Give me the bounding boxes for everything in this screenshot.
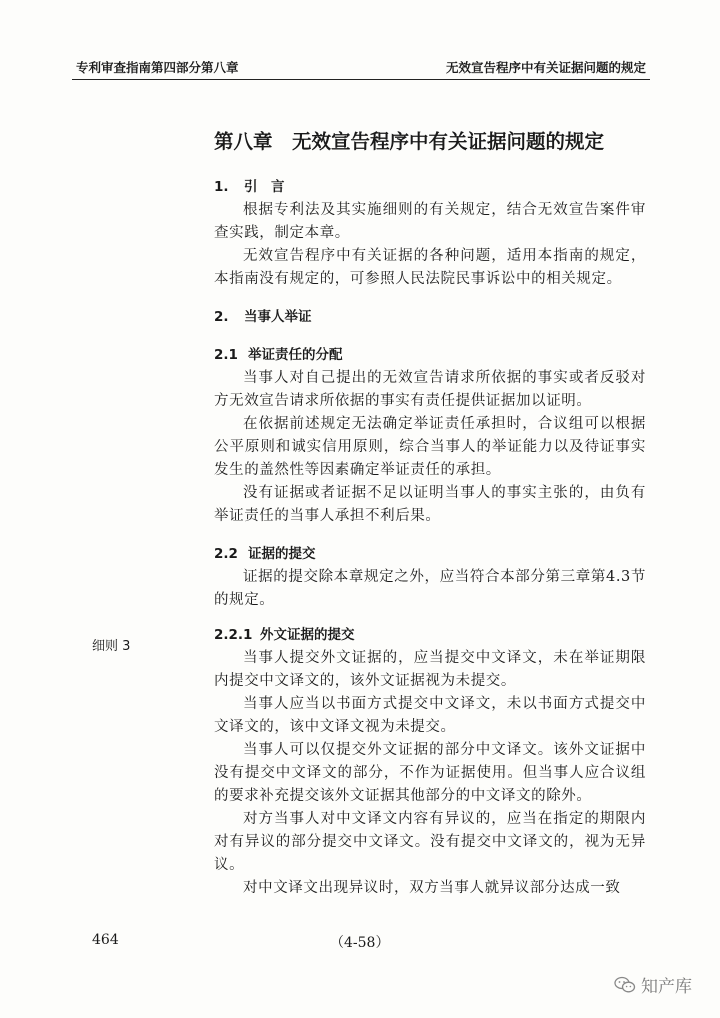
paragraph: 没有证据或者证据不足以证明当事人的事实主张的，由负有举证责任的当事人承担不利后果。 [214,485,646,524]
document-body [214,176,646,900]
wechat-icon [614,976,636,994]
header-left: 专利审查指南第四部分第八章 [76,60,239,75]
side-note: 细则 3 [92,639,131,654]
page-code: （4-58） [330,935,390,951]
chapter-title: 第八章 无效宣告程序中有关证据问题的规定 [214,130,605,153]
header-right: 无效宣告程序中有关证据问题的规定 [445,60,646,75]
section-2-2-1-heading: 2.2.1 外文证据的提交 [214,627,355,643]
section-2-heading: 2. 当事人举证 [214,309,312,325]
paragraph: 在依据前述规定无法确定举证责任承担时，合议组可以根据公平原则和诚实信用原则，综合当事人的举证能力以及待证事实发生的盖然性等因素确定举证责任的承担。 [214,416,646,478]
paragraph: 当事人对自己提出的无效宣告请求所依据的事实或者反驳对方无效宣告请求所依据的事实有责任提供证据加以证明。 [214,370,646,409]
paragraph: 根据专利法及其实施细则的有关规定，结合无效宣告案件审查实践，制定本章。 [214,202,646,241]
section-2-2-heading: 2.2 证据的提交 [214,546,316,562]
section-1-heading: 1. 引 言 [214,179,285,195]
section-2-1-heading: 2.1 举证责任的分配 [214,347,343,363]
running-header [72,55,650,80]
paragraph: 无效宣告程序中有关证据的各种问题，适用本指南的规定，本指南没有规定的，可参照人民法院民事诉讼中的相关规定。 [214,248,646,287]
paragraph: 当事人提交外文证据的，应当提交中文译文，未在举证期限内提交中文译文的，该外文证据视为未提交。 [214,650,646,689]
paragraph: 对中文译文出现异议时，双方当事人就异议部分达成一致 [243,880,621,896]
page-number: 464 [92,932,119,948]
paragraph: 对方当事人对中文译文内容有异议的，应当在指定的期限内对有异议的部分提交中文译文。没有提交中文译文的，视为无异议。 [214,811,646,873]
paragraph: 当事人可以仅提交外文证据的部分中文译文。该外文证据中没有提交中文译文的部分，不作为证据使用。但当事人应合议组的要求补充提交该外文证据其他部分的中文译文的除外。 [214,742,646,804]
paragraph: 当事人应当以书面方式提交中文译文，未以书面方式提交中文译文的，该中文译文视为未提交。 [214,696,646,735]
watermark-text: 知产库 [641,977,692,997]
paragraph: 证据的提交除本章规定之外，应当符合本部分第三章第4.3节的规定。 [214,569,646,608]
watermark [614,972,692,997]
